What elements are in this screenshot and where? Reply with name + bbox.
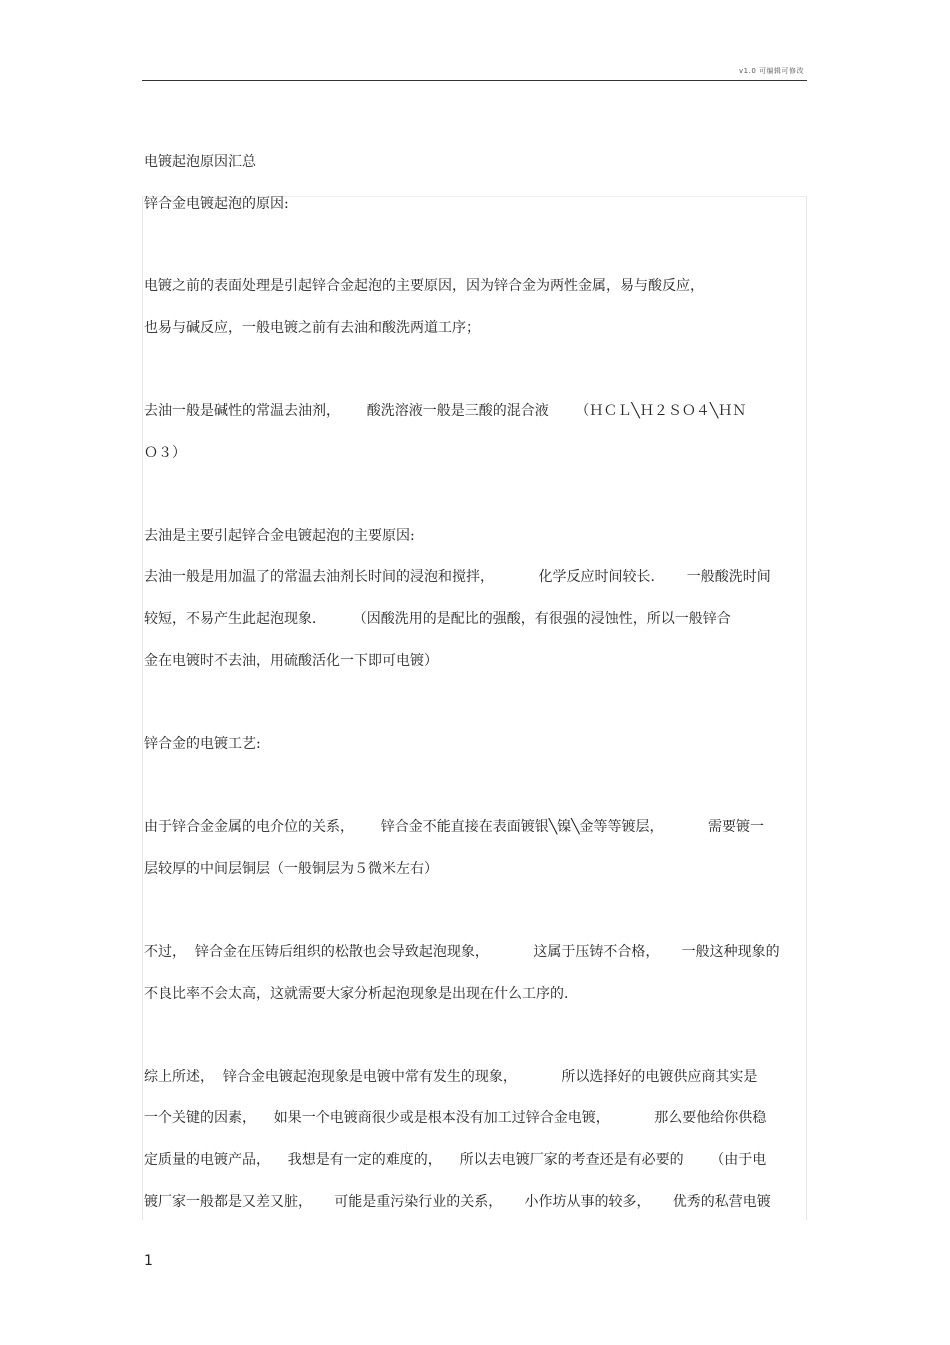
header-divider bbox=[142, 80, 807, 81]
section-heading-plating-process: 锌合金的电镀工艺: bbox=[144, 736, 261, 752]
paragraph-line: 镀厂家一般都是又差又脏， 可能是重污染行业的关系， 小作坊从事的较多， 优秀的私营电镀 bbox=[144, 1194, 771, 1210]
paragraph-line: 较短，不易产生此起泡现象． （因酸洗用的是配比的强酸，有很强的浸蚀性，所以一般锌合 bbox=[144, 611, 731, 627]
section-heading-degreasing-cause: 去油是主要引起锌合金电镀起泡的主要原因: bbox=[144, 528, 415, 544]
paragraph-line: 电镀之前的表面处理是引起锌合金起泡的主要原因，因为锌合金为两性金属，易与酸反应， bbox=[144, 278, 704, 294]
paragraph-line: 综上所述， 锌合金电镀起泡现象是电镀中常有发生的现象， 所以选择好的电镀供应商其实是 bbox=[144, 1069, 758, 1085]
document-title: 电镀起泡原因汇总 bbox=[144, 154, 256, 170]
paragraph-line: 去油一般是用加温了的常温去油剂长时间的浸泡和搅拌， 化学反应时间较长． 一般酸洗时间 bbox=[144, 569, 771, 585]
paragraph-line: 也易与碱反应，一般电镀之前有去油和酸洗两道工序； bbox=[144, 320, 480, 336]
paragraph-line: 不良比率不会太高，这就需要大家分析起泡现象是出现在什么工序的. bbox=[144, 986, 569, 1002]
section-heading-zinc-blister-causes: 锌合金电镀起泡的原因: bbox=[144, 196, 289, 212]
paragraph-line: 由于锌合金金属的电介位的关系， 锌合金不能直接在表面镀银╲镍╲金等等镀层， 需要镀一 bbox=[144, 819, 765, 835]
paragraph-line: Ｏ３） bbox=[144, 445, 186, 461]
page-number: 1 bbox=[144, 1253, 153, 1269]
paragraph-line: 金在电镀时不去油，用硫酸活化一下即可电镀） bbox=[144, 653, 438, 669]
header-version-note: v1.0 可编辑可修改 bbox=[739, 67, 804, 75]
paragraph-line: 一个关键的因素， 如果一个电镀商很少或是根本没有加工过锌合金电镀， 那么要他给你供稳 bbox=[144, 1110, 767, 1126]
paragraph-line: 不过， 锌合金在压铸后组织的松散也会导致起泡现象， 这属于压铸不合格， 一般这种现象的 bbox=[144, 944, 780, 960]
paragraph-line: 层较厚的中间层铜层（一般铜层为５微米左右） bbox=[144, 861, 438, 877]
paragraph-line: 定质量的电镀产品， 我想是有一定的难度的， 所以去电镀厂家的考查还是有必要的 （由于电 bbox=[144, 1152, 767, 1168]
paragraph-line: 去油一般是碱性的常温去油剂， 酸洗溶液一般是三酸的混合液 （ＨＣＬ╲Ｈ２ＳＯ４╲ＨＮ bbox=[144, 403, 747, 419]
